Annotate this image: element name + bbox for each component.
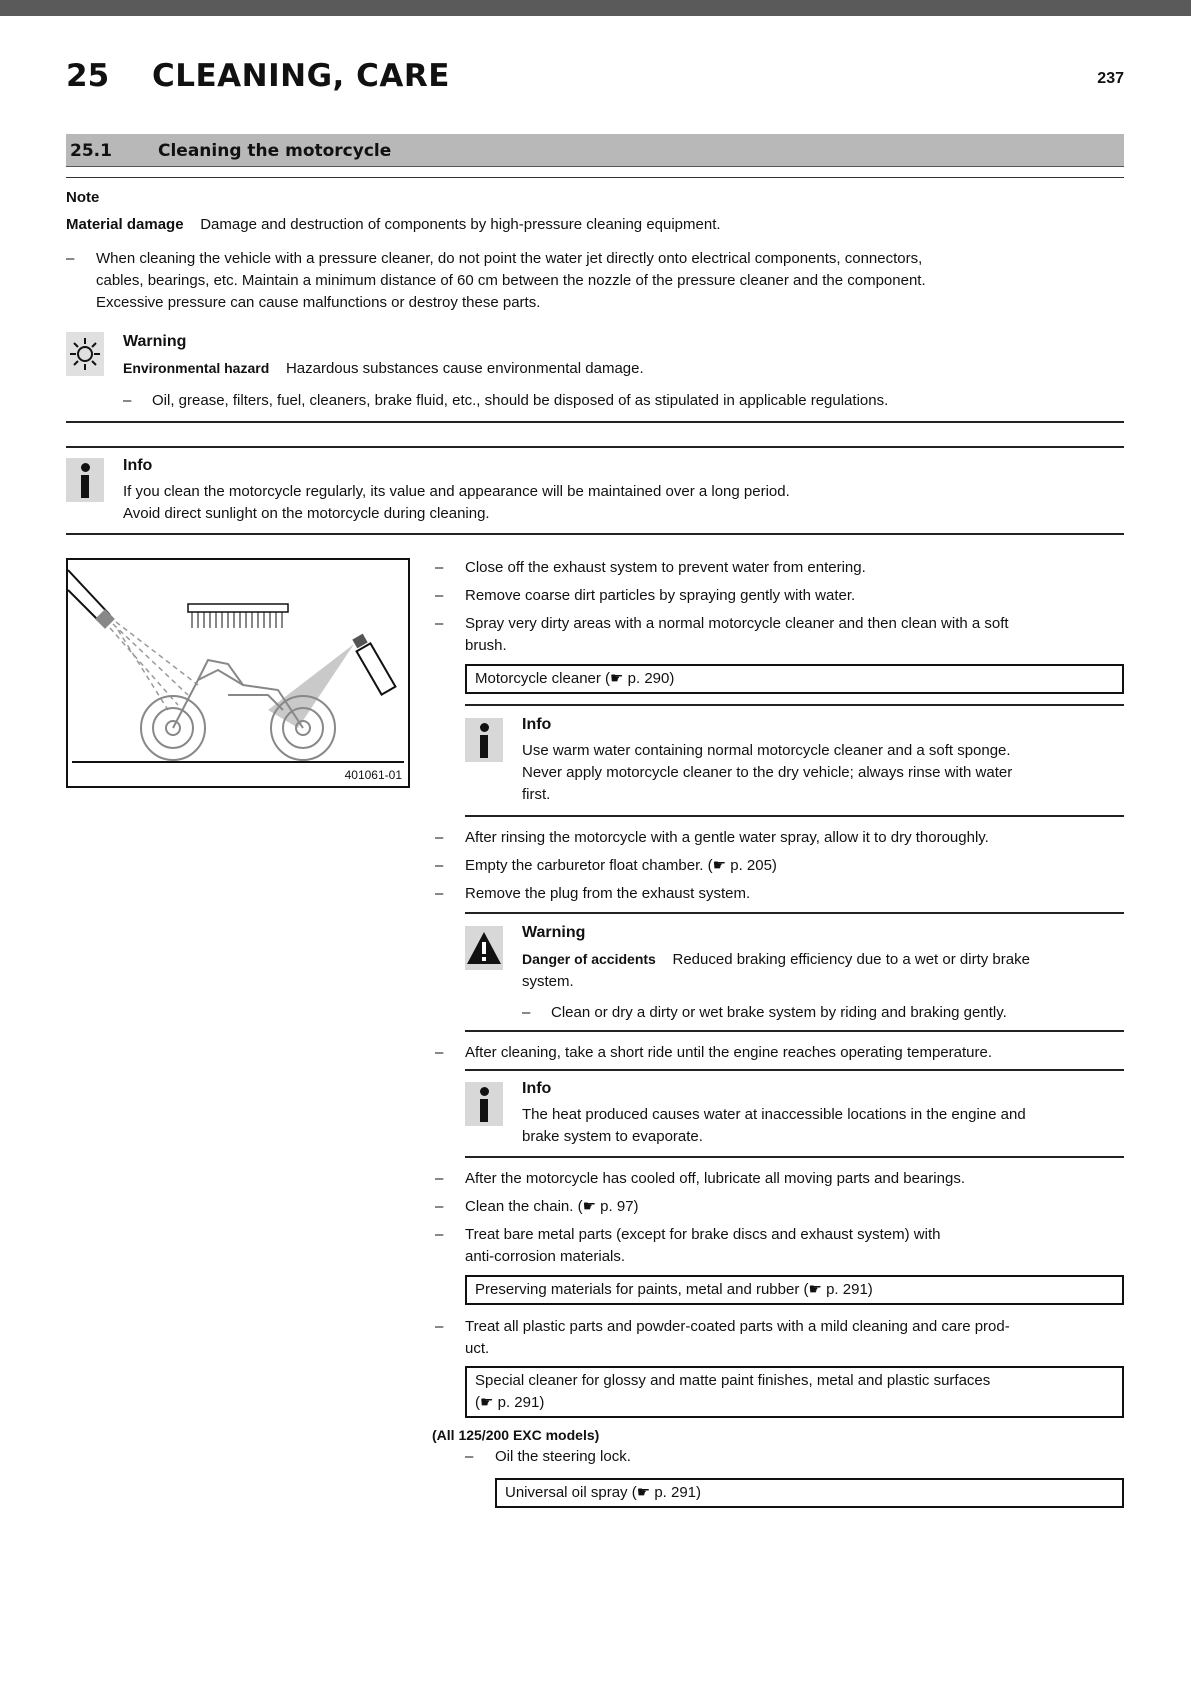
models-note: (All 125/200 EXC models) [432, 1427, 600, 1443]
info-top-heading: Info [123, 457, 153, 474]
step-line: uct. [465, 1340, 490, 1357]
rule [66, 533, 1124, 535]
step-clean-chain: Clean the chain. (☛ p. 97) [465, 1198, 639, 1215]
rule [66, 421, 1124, 423]
rule [465, 704, 1124, 706]
step-dash: – [435, 587, 444, 604]
note-label: Material damage [66, 216, 184, 233]
step-dash: – [435, 1170, 444, 1187]
warning-brake-dash: – [522, 1004, 531, 1021]
cleaning-illustration [66, 558, 410, 788]
viewer-top-bar [0, 0, 1191, 16]
note-bullet [96, 248, 1124, 314]
step-dash: – [435, 829, 444, 846]
warning-brake-label: Danger of accidents [522, 951, 656, 967]
info-icon [465, 1082, 503, 1126]
step-remove-dirt: Remove coarse dirt particles by spraying gently with water. [465, 587, 856, 604]
step-empty-float-chamber: Empty the carburetor float chamber. (☛ p. 205) [465, 857, 777, 874]
info-sponge-line: Never apply motorcycle cleaner to the dry vehicle; always rinse with water [522, 764, 1013, 781]
figure-id: 401061-01 [344, 768, 402, 782]
warning-env-bullet: Oil, grease, filters, fuel, cleaners, brake fluid, etc., should be disposed of as stipulated in applicable regulations. [152, 392, 889, 409]
rule [465, 912, 1124, 914]
note-bullet-line: Excessive pressure can cause malfunctions or destroy these parts. [96, 294, 541, 311]
info-sponge-text [522, 740, 1122, 806]
step-remove-plug: Remove the plug from the exhaust system. [465, 885, 751, 902]
step-spray-cleaner [465, 613, 1125, 657]
ref-preserving-materials[interactable]: Preserving materials for paints, metal and rubber (☛ p. 291) [465, 1275, 1124, 1305]
note-text [66, 214, 1124, 236]
step-line: Treat all plastic parts and powder-coated parts with a mild cleaning and care prod- [465, 1318, 1010, 1335]
step-line: anti-corrosion materials. [465, 1248, 626, 1265]
section-number: 25.1 [70, 141, 112, 161]
step-dash: – [435, 615, 444, 632]
note-bullet-dash: – [66, 250, 75, 267]
step-treat-plastic [465, 1316, 1125, 1360]
step-dash: – [435, 885, 444, 902]
info-top-text [123, 481, 1123, 525]
warning-env-description: Hazardous substances cause environmental damage. [285, 360, 644, 377]
rule [465, 1156, 1124, 1158]
info-heat-line: The heat produced causes water at inaccessible locations in the engine and [522, 1106, 1026, 1123]
note-bullet-line: When cleaning the vehicle with a pressure cleaner, do not point the water jet directly onto electrical components, connectors, [96, 250, 923, 267]
step-dash: – [435, 857, 444, 874]
step-lubricate: After the motorcycle has cooled off, lubricate all moving parts and bearings. [465, 1170, 965, 1187]
page-number: 237 [1097, 70, 1124, 87]
warning-brake-line: system. [522, 973, 574, 990]
ref-universal-oil-spray[interactable]: Universal oil spray (☛ p. 291) [495, 1478, 1124, 1508]
info-top-line: Avoid direct sunlight on the motorcycle during cleaning. [123, 505, 490, 522]
rule [465, 1069, 1124, 1071]
note-bullet-line: cables, bearings, etc. Maintain a minimum distance of 60 cm between the nozzle of the pressure cleaner and the component. [96, 272, 926, 289]
step-dash: – [435, 1226, 444, 1243]
step-close-exhaust: Close off the exhaust system to prevent water from entering. [465, 559, 866, 576]
note-description: Damage and destruction of components by high-pressure cleaning equipment. [200, 216, 721, 233]
warning-env-heading: Warning [123, 333, 187, 350]
step-dash: – [435, 1198, 444, 1215]
ref-line: Special cleaner for glossy and matte paint finishes, metal and plastic surfaces [475, 1372, 991, 1389]
warning-brake-line [522, 948, 1122, 971]
warning-brake-heading: Warning [522, 924, 586, 941]
warning-brake-description: Reduced braking efficiency due to a wet or dirty brake [672, 951, 1030, 968]
info-icon [465, 718, 503, 762]
ref-special-cleaner[interactable] [465, 1366, 1124, 1418]
chapter-header [66, 58, 1124, 98]
step-line: Spray very dirty areas with a normal motorcycle cleaner and then clean with a soft [465, 615, 1009, 632]
info-heat-line: brake system to evaporate. [522, 1128, 703, 1145]
step-line: brush. [465, 637, 507, 654]
info-heat-text [522, 1104, 1122, 1148]
ref-line: (☛ p. 291) [475, 1394, 545, 1411]
chapter-title: CLEANING, CARE [152, 58, 450, 94]
warning-brake-bullet: Clean or dry a dirty or wet brake system by riding and braking gently. [551, 1004, 1007, 1021]
warning-env-text [123, 357, 1123, 380]
warning-brake-text [522, 948, 1122, 993]
step-short-ride: After cleaning, take a short ride until the engine reaches operating temperature. [465, 1044, 992, 1061]
warning-env-label: Environmental hazard [123, 360, 270, 376]
step-treat-metal [465, 1224, 1125, 1268]
rule [465, 1030, 1124, 1032]
step-rinse-dry: After rinsing the motorcycle with a gentle water spray, allow it to dry thoroughly. [465, 829, 989, 846]
info-sponge-heading: Info [522, 716, 552, 733]
chapter-number: 25 [66, 58, 110, 94]
environment-icon [66, 332, 104, 376]
warning-triangle-icon [465, 926, 503, 970]
section-divider [66, 177, 1124, 178]
step-dash: – [465, 1448, 474, 1465]
warning-env-dash: – [123, 392, 132, 409]
rule [66, 446, 1124, 448]
section-header [66, 134, 1124, 167]
info-icon [66, 458, 104, 502]
step-dash: – [435, 1044, 444, 1061]
info-sponge-line: first. [522, 786, 551, 803]
section-title: Cleaning the motorcycle [158, 141, 392, 161]
rule [465, 815, 1124, 817]
note-heading: Note [66, 189, 100, 206]
step-dash: – [435, 1318, 444, 1335]
info-heat-heading: Info [522, 1080, 552, 1097]
info-sponge-line: Use warm water containing normal motorcycle cleaner and a soft sponge. [522, 742, 1011, 759]
step-oil-steering-lock: Oil the steering lock. [495, 1448, 631, 1465]
ref-motorcycle-cleaner[interactable]: Motorcycle cleaner (☛ p. 290) [465, 664, 1124, 694]
info-top-line: If you clean the motorcycle regularly, its value and appearance will be maintained over a long period. [123, 483, 790, 500]
step-dash: – [435, 559, 444, 576]
step-line: Treat bare metal parts (except for brake discs and exhaust system) with [465, 1226, 941, 1243]
